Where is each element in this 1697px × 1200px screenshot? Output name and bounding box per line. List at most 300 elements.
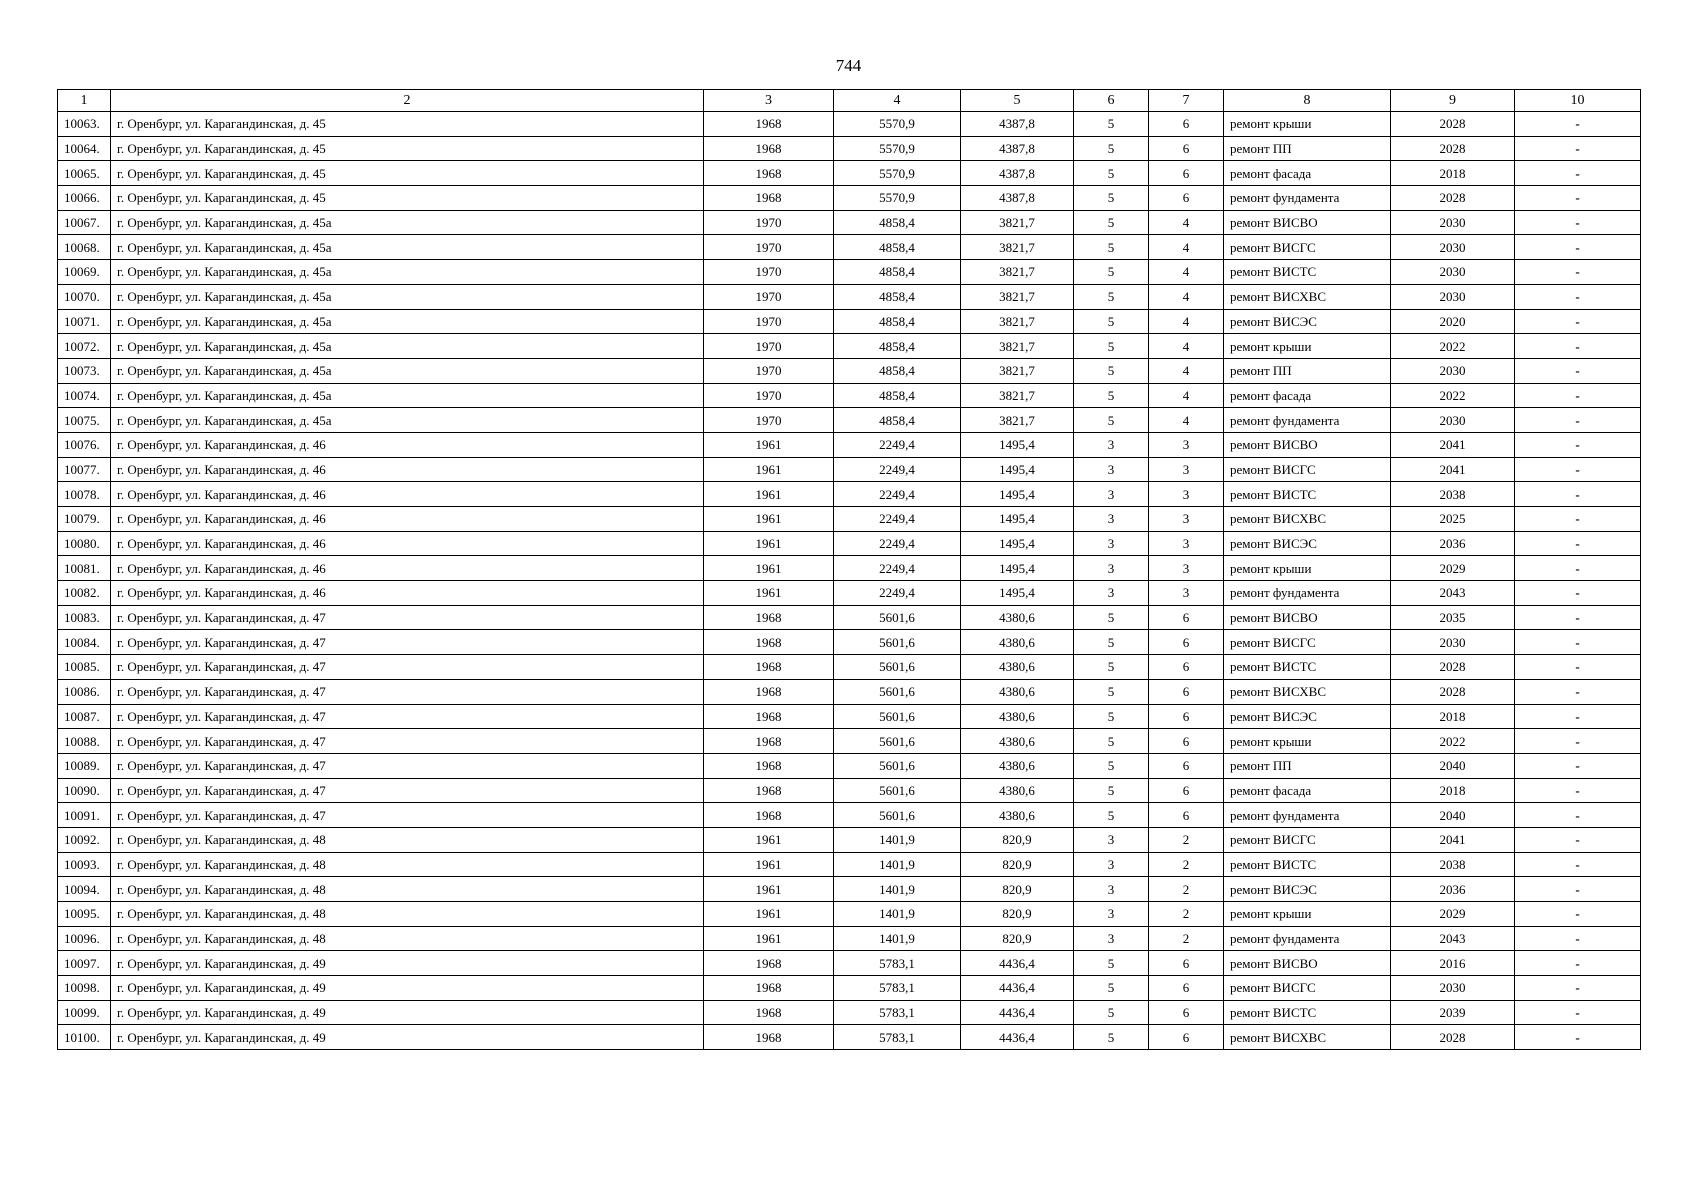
floors-cell: 5 — [1074, 408, 1149, 433]
table-row — [58, 334, 1641, 359]
living-area-cell: 4387,8 — [961, 112, 1074, 137]
total-area-cell: 5783,1 — [834, 1025, 961, 1050]
entrances-cell: 6 — [1149, 951, 1224, 976]
note-cell: - — [1515, 482, 1641, 507]
table-row — [58, 210, 1641, 235]
column-header: 6 — [1074, 90, 1149, 112]
column-header: 9 — [1391, 90, 1515, 112]
entrances-cell: 6 — [1149, 605, 1224, 630]
entrances-cell: 4 — [1149, 284, 1224, 309]
work-type-cell: ремонт ВИСГС — [1224, 630, 1391, 655]
floors-cell: 3 — [1074, 531, 1149, 556]
plan-year-cell: 2022 — [1391, 334, 1515, 359]
living-area-cell: 3821,7 — [961, 383, 1074, 408]
floors-cell: 3 — [1074, 926, 1149, 951]
entrances-cell: 2 — [1149, 827, 1224, 852]
note-cell: - — [1515, 432, 1641, 457]
note-cell: - — [1515, 186, 1641, 211]
row-number-cell: 10085. — [58, 655, 111, 680]
note-cell: - — [1515, 951, 1641, 976]
plan-year-cell: 2028 — [1391, 655, 1515, 680]
living-area-cell: 4380,6 — [961, 778, 1074, 803]
total-area-cell: 4858,4 — [834, 235, 961, 260]
table-row — [58, 556, 1641, 581]
note-cell: - — [1515, 630, 1641, 655]
entrances-cell: 4 — [1149, 309, 1224, 334]
row-number-cell: 10090. — [58, 778, 111, 803]
living-area-cell: 820,9 — [961, 827, 1074, 852]
floors-cell: 5 — [1074, 704, 1149, 729]
year-cell: 1961 — [704, 877, 834, 902]
note-cell: - — [1515, 408, 1641, 433]
year-cell: 1968 — [704, 753, 834, 778]
plan-year-cell: 2043 — [1391, 926, 1515, 951]
plan-year-cell: 2043 — [1391, 581, 1515, 606]
work-type-cell: ремонт ВИСХВС — [1224, 679, 1391, 704]
floors-cell: 5 — [1074, 655, 1149, 680]
living-area-cell: 4380,6 — [961, 803, 1074, 828]
row-number-cell: 10080. — [58, 531, 111, 556]
living-area-cell: 820,9 — [961, 852, 1074, 877]
living-area-cell: 3821,7 — [961, 334, 1074, 359]
table-body — [58, 112, 1641, 1050]
table-row — [58, 507, 1641, 532]
plan-year-cell: 2038 — [1391, 852, 1515, 877]
living-area-cell: 3821,7 — [961, 358, 1074, 383]
living-area-cell: 4436,4 — [961, 1025, 1074, 1050]
total-area-cell: 5783,1 — [834, 976, 961, 1001]
floors-cell: 5 — [1074, 679, 1149, 704]
year-cell: 1961 — [704, 827, 834, 852]
table-row — [58, 432, 1641, 457]
address-cell: г. Оренбург, ул. Карагандинская, д. 47 — [111, 778, 704, 803]
total-area-cell: 1401,9 — [834, 902, 961, 927]
living-area-cell: 4436,4 — [961, 976, 1074, 1001]
entrances-cell: 4 — [1149, 358, 1224, 383]
row-number-cell: 10078. — [58, 482, 111, 507]
row-number-cell: 10073. — [58, 358, 111, 383]
address-cell: г. Оренбург, ул. Карагандинская, д. 45 — [111, 112, 704, 137]
year-cell: 1968 — [704, 112, 834, 137]
note-cell: - — [1515, 729, 1641, 754]
column-header: 4 — [834, 90, 961, 112]
floors-cell: 3 — [1074, 457, 1149, 482]
row-number-cell: 10069. — [58, 260, 111, 285]
total-area-cell: 5783,1 — [834, 951, 961, 976]
table-row — [58, 1025, 1641, 1050]
page-number: 744 — [835, 56, 862, 75]
year-cell: 1970 — [704, 284, 834, 309]
column-header: 3 — [704, 90, 834, 112]
total-area-cell: 4858,4 — [834, 408, 961, 433]
work-type-cell: ремонт фундамента — [1224, 581, 1391, 606]
year-cell: 1968 — [704, 976, 834, 1001]
total-area-cell: 4858,4 — [834, 334, 961, 359]
entrances-cell: 6 — [1149, 704, 1224, 729]
total-area-cell: 4858,4 — [834, 309, 961, 334]
plan-year-cell: 2040 — [1391, 753, 1515, 778]
table-row — [58, 951, 1641, 976]
year-cell: 1968 — [704, 630, 834, 655]
note-cell: - — [1515, 260, 1641, 285]
note-cell: - — [1515, 457, 1641, 482]
row-number-cell: 10096. — [58, 926, 111, 951]
work-type-cell: ремонт ВИСВО — [1224, 432, 1391, 457]
year-cell: 1968 — [704, 161, 834, 186]
work-type-cell: ремонт ВИСЭС — [1224, 531, 1391, 556]
entrances-cell: 3 — [1149, 556, 1224, 581]
entrances-cell: 6 — [1149, 1000, 1224, 1025]
address-cell: г. Оренбург, ул. Карагандинская, д. 49 — [111, 1000, 704, 1025]
entrances-cell: 4 — [1149, 408, 1224, 433]
living-area-cell: 4387,8 — [961, 186, 1074, 211]
total-area-cell: 2249,4 — [834, 556, 961, 581]
floors-cell: 3 — [1074, 507, 1149, 532]
floors-cell: 3 — [1074, 852, 1149, 877]
address-cell: г. Оренбург, ул. Карагандинская, д. 46 — [111, 556, 704, 581]
year-cell: 1970 — [704, 210, 834, 235]
work-type-cell: ремонт крыши — [1224, 556, 1391, 581]
entrances-cell: 4 — [1149, 334, 1224, 359]
row-number-cell: 10098. — [58, 976, 111, 1001]
entrances-cell: 6 — [1149, 729, 1224, 754]
entrances-cell: 6 — [1149, 112, 1224, 137]
work-type-cell: ремонт ВИСГС — [1224, 827, 1391, 852]
address-cell: г. Оренбург, ул. Карагандинская, д. 48 — [111, 902, 704, 927]
note-cell: - — [1515, 309, 1641, 334]
plan-year-cell: 2030 — [1391, 408, 1515, 433]
living-area-cell: 4436,4 — [961, 951, 1074, 976]
row-number-cell: 10097. — [58, 951, 111, 976]
address-cell: г. Оренбург, ул. Карагандинская, д. 49 — [111, 951, 704, 976]
work-type-cell: ремонт ВИСТС — [1224, 1000, 1391, 1025]
entrances-cell: 6 — [1149, 1025, 1224, 1050]
floors-cell: 3 — [1074, 827, 1149, 852]
floors-cell: 5 — [1074, 161, 1149, 186]
total-area-cell: 5570,9 — [834, 161, 961, 186]
plan-year-cell: 2030 — [1391, 235, 1515, 260]
entrances-cell: 4 — [1149, 235, 1224, 260]
floors-cell: 5 — [1074, 309, 1149, 334]
living-area-cell: 3821,7 — [961, 284, 1074, 309]
floors-cell: 5 — [1074, 1025, 1149, 1050]
table-row — [58, 186, 1641, 211]
entrances-cell: 6 — [1149, 679, 1224, 704]
work-type-cell: ремонт ПП — [1224, 358, 1391, 383]
note-cell: - — [1515, 112, 1641, 137]
row-number-cell: 10065. — [58, 161, 111, 186]
table-row — [58, 926, 1641, 951]
work-type-cell: ремонт ВИСТС — [1224, 260, 1391, 285]
work-type-cell: ремонт ВИСВО — [1224, 951, 1391, 976]
work-type-cell: ремонт ВИСВО — [1224, 605, 1391, 630]
year-cell: 1968 — [704, 1025, 834, 1050]
plan-year-cell: 2030 — [1391, 284, 1515, 309]
total-area-cell: 4858,4 — [834, 383, 961, 408]
table-row — [58, 457, 1641, 482]
address-cell: г. Оренбург, ул. Карагандинская, д. 45а — [111, 383, 704, 408]
year-cell: 1968 — [704, 136, 834, 161]
table-row — [58, 852, 1641, 877]
entrances-cell: 3 — [1149, 457, 1224, 482]
total-area-cell: 5601,6 — [834, 605, 961, 630]
year-cell: 1968 — [704, 605, 834, 630]
year-cell: 1970 — [704, 383, 834, 408]
living-area-cell: 3821,7 — [961, 260, 1074, 285]
row-number-cell: 10100. — [58, 1025, 111, 1050]
entrances-cell: 6 — [1149, 753, 1224, 778]
address-cell: г. Оренбург, ул. Карагандинская, д. 48 — [111, 827, 704, 852]
year-cell: 1968 — [704, 704, 834, 729]
column-header: 5 — [961, 90, 1074, 112]
address-cell: г. Оренбург, ул. Карагандинская, д. 48 — [111, 877, 704, 902]
total-area-cell: 2249,4 — [834, 457, 961, 482]
address-cell: г. Оренбург, ул. Карагандинская, д. 47 — [111, 655, 704, 680]
total-area-cell: 1401,9 — [834, 852, 961, 877]
living-area-cell: 1495,4 — [961, 482, 1074, 507]
row-number-cell: 10077. — [58, 457, 111, 482]
row-number-cell: 10082. — [58, 581, 111, 606]
living-area-cell: 4380,6 — [961, 704, 1074, 729]
living-area-cell: 820,9 — [961, 877, 1074, 902]
floors-cell: 5 — [1074, 778, 1149, 803]
entrances-cell: 3 — [1149, 432, 1224, 457]
note-cell: - — [1515, 556, 1641, 581]
year-cell: 1961 — [704, 556, 834, 581]
entrances-cell: 6 — [1149, 655, 1224, 680]
note-cell: - — [1515, 235, 1641, 260]
entrances-cell: 2 — [1149, 926, 1224, 951]
row-number-cell: 10070. — [58, 284, 111, 309]
note-cell: - — [1515, 778, 1641, 803]
living-area-cell: 1495,4 — [961, 507, 1074, 532]
row-number-cell: 10066. — [58, 186, 111, 211]
total-area-cell: 5783,1 — [834, 1000, 961, 1025]
table-row — [58, 679, 1641, 704]
address-cell: г. Оренбург, ул. Карагандинская, д. 45а — [111, 284, 704, 309]
total-area-cell: 4858,4 — [834, 284, 961, 309]
living-area-cell: 4387,8 — [961, 161, 1074, 186]
year-cell: 1968 — [704, 778, 834, 803]
address-cell: г. Оренбург, ул. Карагандинская, д. 47 — [111, 704, 704, 729]
address-cell: г. Оренбург, ул. Карагандинская, д. 49 — [111, 976, 704, 1001]
living-area-cell: 1495,4 — [961, 581, 1074, 606]
year-cell: 1961 — [704, 432, 834, 457]
note-cell: - — [1515, 531, 1641, 556]
plan-year-cell: 2029 — [1391, 556, 1515, 581]
row-number-cell: 10079. — [58, 507, 111, 532]
plan-year-cell: 2018 — [1391, 704, 1515, 729]
living-area-cell: 4380,6 — [961, 729, 1074, 754]
address-cell: г. Оренбург, ул. Карагандинская, д. 45а — [111, 408, 704, 433]
capital-repair-table — [57, 89, 1641, 1050]
floors-cell: 5 — [1074, 729, 1149, 754]
floors-cell: 3 — [1074, 556, 1149, 581]
plan-year-cell: 2022 — [1391, 383, 1515, 408]
floors-cell: 3 — [1074, 902, 1149, 927]
total-area-cell: 5601,6 — [834, 729, 961, 754]
column-header: 1 — [58, 90, 111, 112]
address-cell: г. Оренбург, ул. Карагандинская, д. 45а — [111, 309, 704, 334]
floors-cell: 5 — [1074, 383, 1149, 408]
living-area-cell: 4436,4 — [961, 1000, 1074, 1025]
entrances-cell: 2 — [1149, 852, 1224, 877]
total-area-cell: 2249,4 — [834, 507, 961, 532]
note-cell: - — [1515, 605, 1641, 630]
year-cell: 1968 — [704, 803, 834, 828]
floors-cell: 5 — [1074, 260, 1149, 285]
floors-cell: 5 — [1074, 951, 1149, 976]
work-type-cell: ремонт крыши — [1224, 902, 1391, 927]
row-number-cell: 10093. — [58, 852, 111, 877]
table-row — [58, 1000, 1641, 1025]
row-number-cell: 10092. — [58, 827, 111, 852]
floors-cell: 5 — [1074, 136, 1149, 161]
note-cell: - — [1515, 1000, 1641, 1025]
table-row — [58, 531, 1641, 556]
work-type-cell: ремонт фундамента — [1224, 926, 1391, 951]
table-row — [58, 161, 1641, 186]
entrances-cell: 2 — [1149, 877, 1224, 902]
work-type-cell: ремонт ВИСХВС — [1224, 284, 1391, 309]
entrances-cell: 6 — [1149, 630, 1224, 655]
total-area-cell: 5570,9 — [834, 136, 961, 161]
work-type-cell: ремонт крыши — [1224, 112, 1391, 137]
address-cell: г. Оренбург, ул. Карагандинская, д. 48 — [111, 926, 704, 951]
table-row — [58, 581, 1641, 606]
plan-year-cell: 2041 — [1391, 457, 1515, 482]
entrances-cell: 2 — [1149, 902, 1224, 927]
total-area-cell: 5601,6 — [834, 679, 961, 704]
note-cell: - — [1515, 383, 1641, 408]
living-area-cell: 4380,6 — [961, 753, 1074, 778]
work-type-cell: ремонт ВИСЭС — [1224, 309, 1391, 334]
total-area-cell: 5570,9 — [834, 186, 961, 211]
address-cell: г. Оренбург, ул. Карагандинская, д. 45а — [111, 235, 704, 260]
table-row — [58, 976, 1641, 1001]
plan-year-cell: 2030 — [1391, 630, 1515, 655]
entrances-cell: 6 — [1149, 136, 1224, 161]
table-row — [58, 729, 1641, 754]
work-type-cell: ремонт ВИСЭС — [1224, 704, 1391, 729]
plan-year-cell: 2041 — [1391, 432, 1515, 457]
address-cell: г. Оренбург, ул. Карагандинская, д. 45а — [111, 210, 704, 235]
entrances-cell: 6 — [1149, 778, 1224, 803]
plan-year-cell: 2036 — [1391, 531, 1515, 556]
work-type-cell: ремонт ВИСЭС — [1224, 877, 1391, 902]
row-number-cell: 10072. — [58, 334, 111, 359]
living-area-cell: 820,9 — [961, 902, 1074, 927]
total-area-cell: 2249,4 — [834, 432, 961, 457]
plan-year-cell: 2028 — [1391, 136, 1515, 161]
plan-year-cell: 2028 — [1391, 186, 1515, 211]
plan-year-cell: 2038 — [1391, 482, 1515, 507]
floors-cell: 5 — [1074, 358, 1149, 383]
floors-cell: 5 — [1074, 186, 1149, 211]
floors-cell: 5 — [1074, 630, 1149, 655]
plan-year-cell: 2041 — [1391, 827, 1515, 852]
total-area-cell: 2249,4 — [834, 581, 961, 606]
work-type-cell: ремонт ВИСГС — [1224, 235, 1391, 260]
work-type-cell: ремонт ВИСВО — [1224, 210, 1391, 235]
work-type-cell: ремонт ВИСТС — [1224, 852, 1391, 877]
row-number-cell: 10094. — [58, 877, 111, 902]
note-cell: - — [1515, 284, 1641, 309]
note-cell: - — [1515, 1025, 1641, 1050]
total-area-cell: 2249,4 — [834, 482, 961, 507]
table-row — [58, 877, 1641, 902]
year-cell: 1968 — [704, 729, 834, 754]
table-row — [58, 827, 1641, 852]
table-row — [58, 284, 1641, 309]
row-number-cell: 10086. — [58, 679, 111, 704]
work-type-cell: ремонт ВИСХВС — [1224, 507, 1391, 532]
entrances-cell: 6 — [1149, 186, 1224, 211]
note-cell: - — [1515, 753, 1641, 778]
living-area-cell: 3821,7 — [961, 408, 1074, 433]
year-cell: 1970 — [704, 334, 834, 359]
address-cell: г. Оренбург, ул. Карагандинская, д. 46 — [111, 507, 704, 532]
total-area-cell: 5601,6 — [834, 778, 961, 803]
note-cell: - — [1515, 877, 1641, 902]
work-type-cell: ремонт ВИСТС — [1224, 655, 1391, 680]
living-area-cell: 1495,4 — [961, 531, 1074, 556]
floors-cell: 5 — [1074, 210, 1149, 235]
living-area-cell: 820,9 — [961, 926, 1074, 951]
address-cell: г. Оренбург, ул. Карагандинская, д. 45а — [111, 260, 704, 285]
total-area-cell: 2249,4 — [834, 531, 961, 556]
plan-year-cell: 2022 — [1391, 729, 1515, 754]
row-number-cell: 10063. — [58, 112, 111, 137]
work-type-cell: ремонт фундамента — [1224, 408, 1391, 433]
work-type-cell: ремонт ПП — [1224, 136, 1391, 161]
plan-year-cell: 2040 — [1391, 803, 1515, 828]
table-row — [58, 605, 1641, 630]
plan-year-cell: 2028 — [1391, 679, 1515, 704]
row-number-cell: 10087. — [58, 704, 111, 729]
address-cell: г. Оренбург, ул. Карагандинская, д. 46 — [111, 581, 704, 606]
work-type-cell: ремонт ПП — [1224, 753, 1391, 778]
floors-cell: 3 — [1074, 877, 1149, 902]
total-area-cell: 1401,9 — [834, 926, 961, 951]
year-cell: 1968 — [704, 679, 834, 704]
row-number-cell: 10068. — [58, 235, 111, 260]
work-type-cell: ремонт фасада — [1224, 778, 1391, 803]
row-number-cell: 10091. — [58, 803, 111, 828]
address-cell: г. Оренбург, ул. Карагандинская, д. 46 — [111, 432, 704, 457]
table-row — [58, 112, 1641, 137]
table-row — [58, 136, 1641, 161]
floors-cell: 5 — [1074, 112, 1149, 137]
work-type-cell: ремонт крыши — [1224, 334, 1391, 359]
row-number-cell: 10083. — [58, 605, 111, 630]
row-number-cell: 10075. — [58, 408, 111, 433]
work-type-cell: ремонт фасада — [1224, 383, 1391, 408]
table-row — [58, 803, 1641, 828]
address-cell: г. Оренбург, ул. Карагандинская, д. 45 — [111, 161, 704, 186]
year-cell: 1961 — [704, 852, 834, 877]
note-cell: - — [1515, 827, 1641, 852]
address-cell: г. Оренбург, ул. Карагандинская, д. 45а — [111, 358, 704, 383]
living-area-cell: 1495,4 — [961, 432, 1074, 457]
row-number-cell: 10071. — [58, 309, 111, 334]
note-cell: - — [1515, 136, 1641, 161]
column-header: 7 — [1149, 90, 1224, 112]
floors-cell: 3 — [1074, 482, 1149, 507]
work-type-cell: ремонт фасада — [1224, 161, 1391, 186]
living-area-cell: 4380,6 — [961, 679, 1074, 704]
address-cell: г. Оренбург, ул. Карагандинская, д. 46 — [111, 482, 704, 507]
